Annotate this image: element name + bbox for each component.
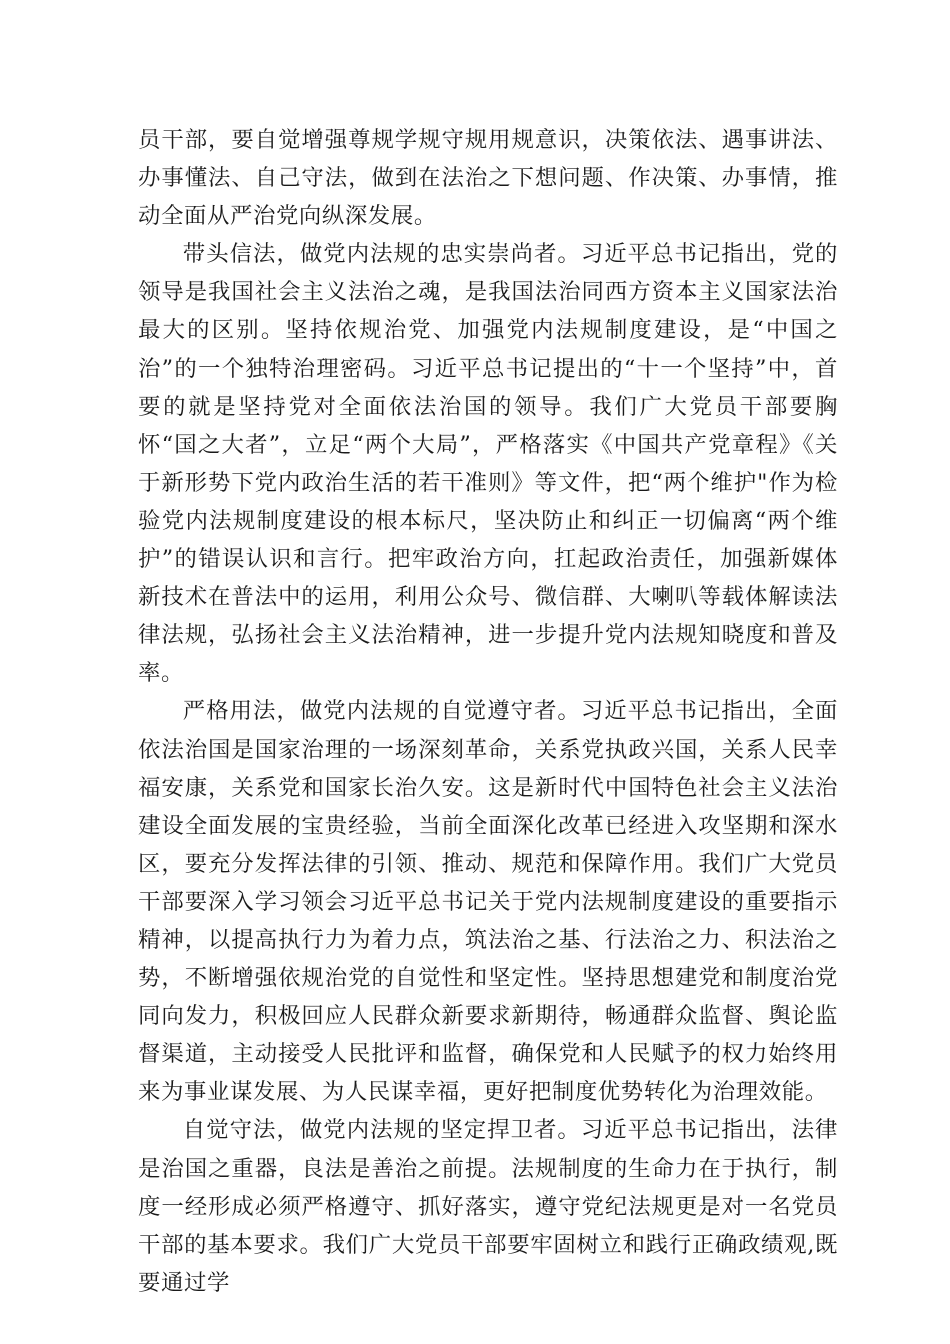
paragraph-apply-law-strictly: 严格用法，做党内法规的自觉遵守者。习近平总书记指出，全面依法治国是国家治理的一场深刻革命，关系党执政兴国，关系人民幸福安康，关系党和国家长治久安。这是新时代中国特色社会主义法治建设全面发展的宝贵经验，当前全面深化改革已经进入攻坚期和深水区，要充分发挥法律的引领、推动、规范和保障作用。我们广大党员干部要深入学习领会习近平总书记关于党内法规制度建设的重要指示精神，以提高执行力为着力点，筑法治之基、行法治之力、积法治之势，不断增强依规治党的自觉性和坚定性。坚持思想建党和制度治党同向发力，积极回应人民群众新要求新期待，畅通群众监督、舆论监督渠道，主动接受人民批评和监督，确保党和人民赋予的权力始终用来为事业谋发展、为人民谋幸福，更好把制度优势转化为治理效能。 [138, 698, 838, 1106]
paragraph-continuation: 员干部，要自觉增强尊规学规守规用规意识，决策依法、遇事讲法、办事懂法、自己守法，做到在法治之下想问题、作决策、办事情，推动全面从严治党向纵深发展。 [138, 127, 838, 230]
document-body [138, 121, 838, 1302]
paragraph-believe-in-law: 带头信法，做党内法规的忠实崇尚者。习近平总书记指出，党的领导是我国社会主义法治之魂，是我国法治同西方资本主义国家法治最大的区别。坚持依规治党、加强党内法规制度建设，是“中国之治”的一个独特治理密码。习近平总书记提出的“十一个坚持”中，首要的就是坚持党对全面依法治国的领导。我们广大党员干部要胸怀“国之大者”，立足“两个大局”，严格落实《中国共产党章程》《关于新形势下党内政治生活的若干准则》等文件，把“两个维护"作为检验党内法规制度建设的根本标尺，坚决防止和纠正一切偏离“两个维护”的错误认识和言行。把牢政治方向，扛起政治责任，加强新媒体新技术在普法中的运用，利用公众号、微信群、大喇叭等载体解读法律法规，弘扬社会主义法治精神，进一步提升党内法规知晓度和普及率。 [138, 241, 838, 687]
paragraph-abide-by-law: 自觉守法，做党内法规的坚定捍卫者。习近平总书记指出，法律是治国之重器，良法是善治之前提。法规制度的生命力在于执行，制度一经形成必须严格遵守、抓好落实，遵守党纪法规更是对一名党员干部的基本要求。我们广大党员干部要牢固树立和践行正确政绩观,既要通过学 [138, 1117, 838, 1296]
